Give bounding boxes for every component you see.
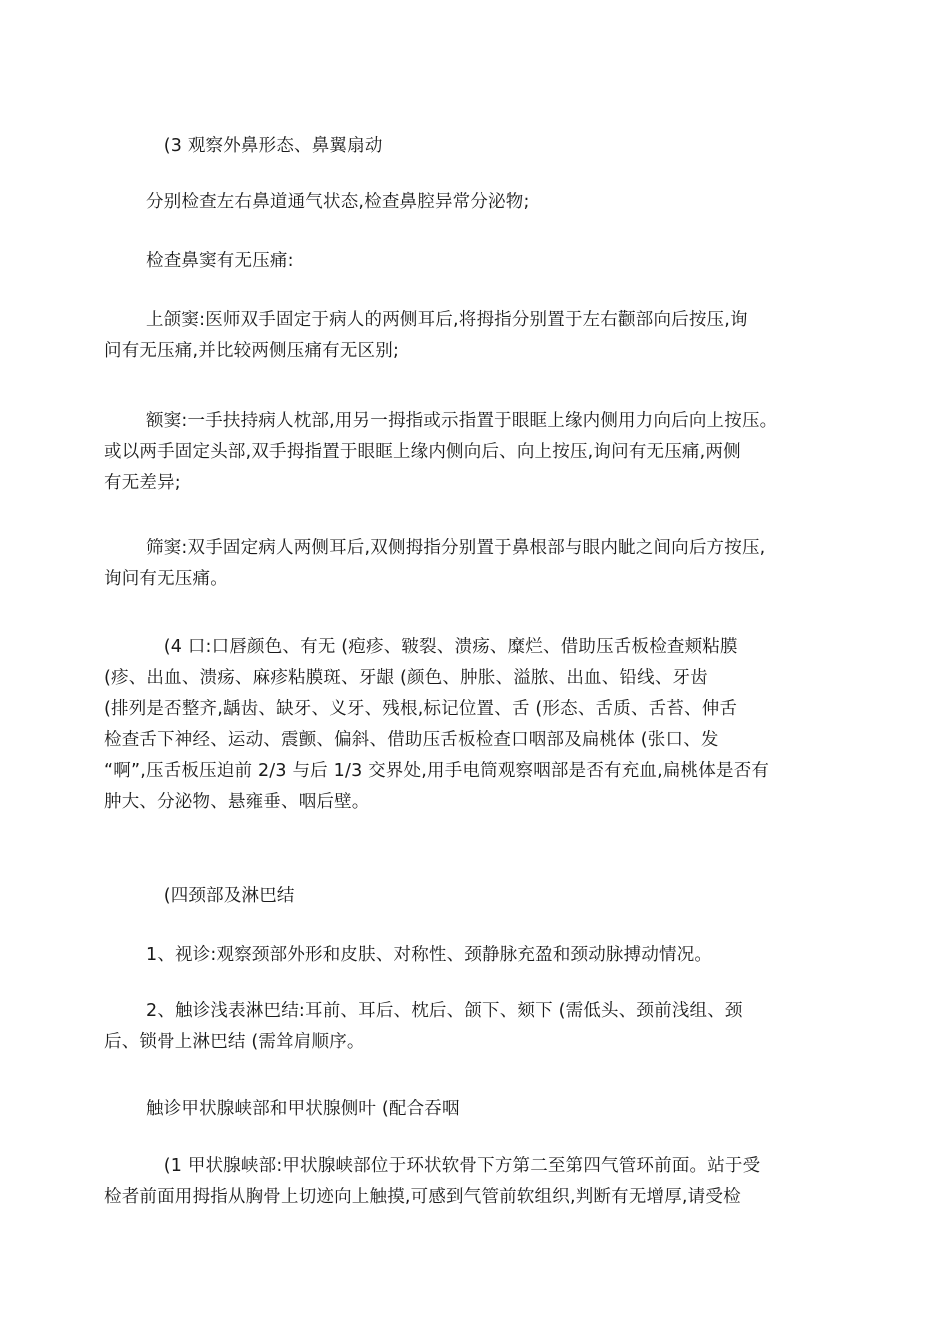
text-line: 额窦:一手扶持病人枕部,用另一拇指或示指置于眼眶上缘内侧用力向后向上按压。 bbox=[146, 411, 778, 431]
text-line: 询问有无压痛。 bbox=[104, 569, 228, 589]
paragraph-maxillary-sinus bbox=[104, 305, 844, 367]
paragraph-sinus-heading bbox=[104, 246, 844, 277]
text-line: 检查舌下神经、运动、震颤、偏斜、借助压舌板检查口咽部及扁桃体 (张口、发 bbox=[104, 730, 719, 750]
text-line: (疹、出血、溃疡、麻疹粘膜斑、牙龈 (颜色、肿胀、溢脓、出血、铅线、牙齿 bbox=[104, 668, 708, 688]
text-line: 1、视诊:观察颈部外形和皮肤、对称性、颈静脉充盈和颈动脉搏动情况。 bbox=[146, 945, 713, 965]
paragraph-frontal-sinus bbox=[104, 406, 844, 499]
text-line: (排列是否整齐,龋齿、缺牙、义牙、残根,标记位置、舌 (形态、舌质、舌苔、伸舌 bbox=[104, 699, 738, 719]
paragraph-nose-shape bbox=[104, 131, 844, 162]
text-line: 后、锁骨上淋巴结 (需耸肩顺序。 bbox=[104, 1032, 365, 1052]
text-line: 问有无压痛,并比较两侧压痛有无区别; bbox=[104, 341, 400, 361]
text-line: (4 口:口唇颜色、有无 (疱疹、皲裂、溃疡、糜烂、借助压舌板检查颊粘膜 bbox=[146, 637, 738, 657]
text-line: 或以两手固定头部,双手拇指置于眼眶上缘内侧向后、向上按压,询问有无压痛,两侧 bbox=[104, 442, 741, 462]
text-line: 检查鼻窦有无压痛: bbox=[146, 251, 294, 271]
text-line: 2、触诊浅表淋巴结:耳前、耳后、枕后、颌下、颏下 (需低头、颈前浅组、颈 bbox=[146, 1001, 743, 1021]
text-line: 上颌窦:医师双手固定于病人的两侧耳后,将拇指分别置于左右颧部向后按压,询 bbox=[146, 310, 748, 330]
text-line: 分别检查左右鼻道通气状态,检查鼻腔异常分泌物; bbox=[146, 192, 530, 212]
text-line: (1 甲状腺峡部:甲状腺峡部位于环状软骨下方第二至第四气管环前面。站于受 bbox=[146, 1156, 761, 1176]
text-line: 有无差异; bbox=[104, 473, 181, 493]
paragraph-lymph-palpation bbox=[104, 996, 844, 1058]
text-line: (3 观察外鼻形态、鼻翼扇动 bbox=[146, 136, 383, 156]
paragraph-mouth bbox=[104, 632, 844, 818]
paragraph-ethmoid-sinus bbox=[104, 533, 844, 595]
text-line: “啊”,压舌板压迫前 2/3 与后 1/3 交界处,用手电筒观察咽部是否有充血,扁桃体是否有 bbox=[104, 761, 770, 781]
text-line: 筛窦:双手固定病人两侧耳后,双侧拇指分别置于鼻根部与眼内眦之间向后方按压, bbox=[146, 538, 766, 558]
text-line: 肿大、分泌物、悬雍垂、咽后壁。 bbox=[104, 792, 370, 812]
text-line: (四颈部及淋巴结 bbox=[146, 886, 295, 906]
text-line: 检者前面用拇指从胸骨上切迹向上触摸,可感到气管前软组织,判断有无增厚,请受检 bbox=[104, 1187, 741, 1207]
paragraph-nasal-passage bbox=[104, 187, 844, 218]
paragraph-neck-inspection bbox=[104, 940, 844, 971]
text-line: 触诊甲状腺峡部和甲状腺侧叶 (配合吞咽 bbox=[146, 1099, 460, 1119]
paragraph-thyroid-isthmus bbox=[104, 1151, 844, 1213]
paragraph-neck-heading bbox=[104, 881, 844, 912]
paragraph-thyroid-heading bbox=[104, 1094, 844, 1125]
